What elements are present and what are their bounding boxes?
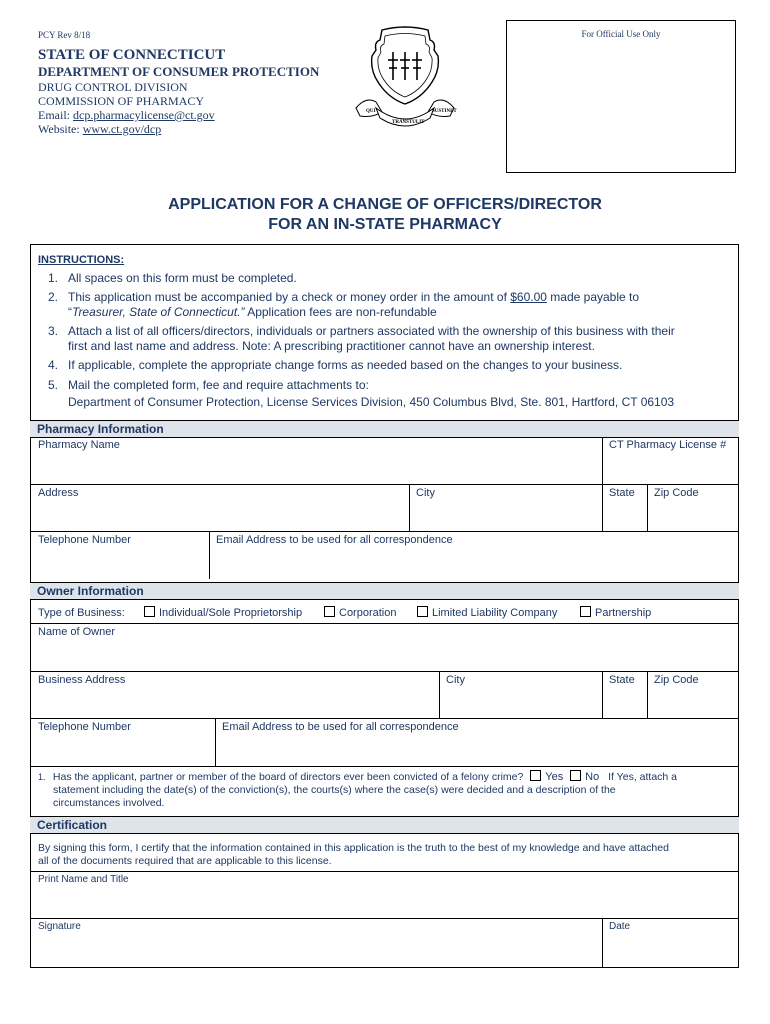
pharmacy-zip-label: Zip Code	[654, 487, 699, 499]
official-use-box	[506, 20, 736, 173]
form-title-line1: APPLICATION FOR A CHANGE OF OFFICERS/DIRECTOR	[168, 196, 602, 213]
owner-state-label: State	[609, 674, 635, 686]
date-label: Date	[609, 921, 631, 932]
agency-email	[38, 108, 215, 123]
website-label: Website:	[38, 122, 83, 136]
owner-section-heading: Owner Information	[30, 582, 739, 600]
business-address-field[interactable]	[31, 687, 438, 717]
felony-no-checkbox[interactable]	[570, 770, 581, 781]
seal-motto-right: SUSTINET	[432, 109, 457, 114]
owner-state-field[interactable]	[603, 687, 646, 717]
instruction-3: 3. Attach a list of all officers/directors, individuals or partners associated with the ownership of this business with their first and last name and address. Note: A prescribing practitioner cannot have an ownership interest.	[47, 324, 675, 353]
instructions-heading: INSTRUCTIONS:	[38, 254, 125, 266]
type-llc-option[interactable]: Limited Liability Company	[417, 606, 557, 619]
pharmacy-section-heading: Pharmacy Information	[30, 420, 739, 438]
agency-department: DEPARTMENT OF CONSUMER PROTECTION	[38, 64, 320, 79]
pharmacy-name-label: Pharmacy Name	[38, 439, 120, 451]
owner-name-label: Name of Owner	[38, 626, 116, 638]
pharmacy-address-field[interactable]	[31, 500, 408, 530]
email-label: Email:	[38, 108, 73, 122]
business-type-label: Type of Business:	[38, 607, 125, 619]
official-use-label: For Official Use Only	[581, 29, 661, 39]
pharmacy-zip-field[interactable]	[648, 500, 738, 530]
seal-motto-center: TRANSTULIT	[392, 120, 425, 125]
agency-division: DRUG CONTROL DIVISION	[38, 80, 188, 94]
form-title-line2: FOR AN IN-STATE PHARMACY	[268, 216, 502, 233]
seal-motto-left: QUI	[366, 109, 376, 114]
pharmacy-city-label: City	[416, 487, 435, 499]
type-individual-option[interactable]: Individual/Sole Proprietorship	[144, 606, 302, 619]
pharmacy-address-label: Address	[38, 487, 79, 499]
pharmacy-name-field[interactable]	[31, 452, 601, 483]
type-llc-checkbox[interactable]	[417, 606, 428, 617]
felony-yes-option[interactable]: Yes	[526, 771, 563, 783]
type-partnership-checkbox[interactable]	[580, 606, 591, 617]
pharmacy-telephone-field[interactable]	[31, 547, 208, 578]
date-field[interactable]	[603, 933, 738, 967]
email-link[interactable]: dcp.pharmacylicense@ct.gov	[73, 108, 215, 122]
instruction-2: 2. This application must be accompanied by a check or money order in the amount of $60.00 made payable to “Treasurer, State of Connecticut.” Application fees are non-refundable	[47, 290, 640, 319]
instruction-4: 4. If applicable, complete the appropriate change forms as needed based on the changes to your business.	[47, 358, 623, 372]
felony-yes-checkbox[interactable]	[530, 770, 541, 781]
business-address-label: Business Address	[38, 674, 126, 686]
agency-website	[38, 122, 161, 137]
pharmacy-email-label: Email Address to be used for all correspondence	[216, 534, 453, 546]
print-name-field[interactable]	[31, 886, 738, 917]
owner-email-field[interactable]	[216, 734, 738, 765]
owner-zip-label: Zip Code	[654, 674, 699, 686]
type-corporation-option[interactable]: Corporation	[324, 606, 396, 619]
instruction-1: 1. All spaces on this form must be completed.	[47, 271, 297, 285]
certification-section-heading: Certification	[30, 816, 739, 834]
pharmacy-email-field[interactable]	[210, 547, 738, 578]
felony-no-option[interactable]: No	[566, 771, 599, 783]
form-revision: PCY Rev 8/18	[38, 30, 91, 40]
type-corporation-checkbox[interactable]	[324, 606, 335, 617]
signature-label: Signature	[38, 921, 81, 932]
owner-telephone-label: Telephone Number	[38, 721, 131, 733]
license-number-label: CT Pharmacy License #	[609, 439, 727, 451]
pharmacy-state-label: State	[609, 487, 635, 499]
connecticut-seal-icon	[352, 22, 458, 130]
pharmacy-state-field[interactable]	[603, 500, 646, 530]
type-partnership-option[interactable]: Partnership	[580, 606, 651, 619]
business-type-row	[38, 607, 738, 619]
license-number-field[interactable]	[603, 452, 738, 483]
owner-city-field[interactable]	[440, 687, 601, 717]
agency-state: STATE OF CONNECTICUT	[38, 47, 226, 63]
owner-zip-field[interactable]	[648, 687, 738, 717]
felony-question: 1. Has the applicant, partner or member of the board of directors ever been convicted of a felony crime? Yes No If Yes, attach a statement including the date(s) of the conviction(s), the courts(s) where the case(s) were decided and a description of the circumstances involved.	[38, 771, 678, 809]
print-name-label: Print Name and Title	[38, 874, 129, 885]
certification-statement: By signing this form, I certify that the information contained in this application is the truth to the best of my knowledge and have attached all of the documents required that are applicable to this license.	[38, 842, 669, 867]
pharmacy-telephone-label: Telephone Number	[38, 534, 131, 546]
signature-field[interactable]	[31, 933, 601, 967]
agency-commission: COMMISSION OF PHARMACY	[38, 94, 205, 108]
website-link[interactable]: www.ct.gov/dcp	[82, 122, 162, 136]
owner-city-label: City	[446, 674, 465, 686]
instruction-5: 5. Mail the completed form, fee and require attachments to: Department of Consumer Protection, License Services Division, 450 Columbus Blvd, Ste. 801, Hartford, CT 06103	[47, 378, 675, 409]
owner-name-field[interactable]	[31, 639, 738, 670]
owner-email-label: Email Address to be used for all correspondence	[222, 721, 459, 733]
type-individual-checkbox[interactable]	[144, 606, 155, 617]
owner-telephone-field[interactable]	[31, 734, 214, 765]
pharmacy-city-field[interactable]	[410, 500, 601, 530]
